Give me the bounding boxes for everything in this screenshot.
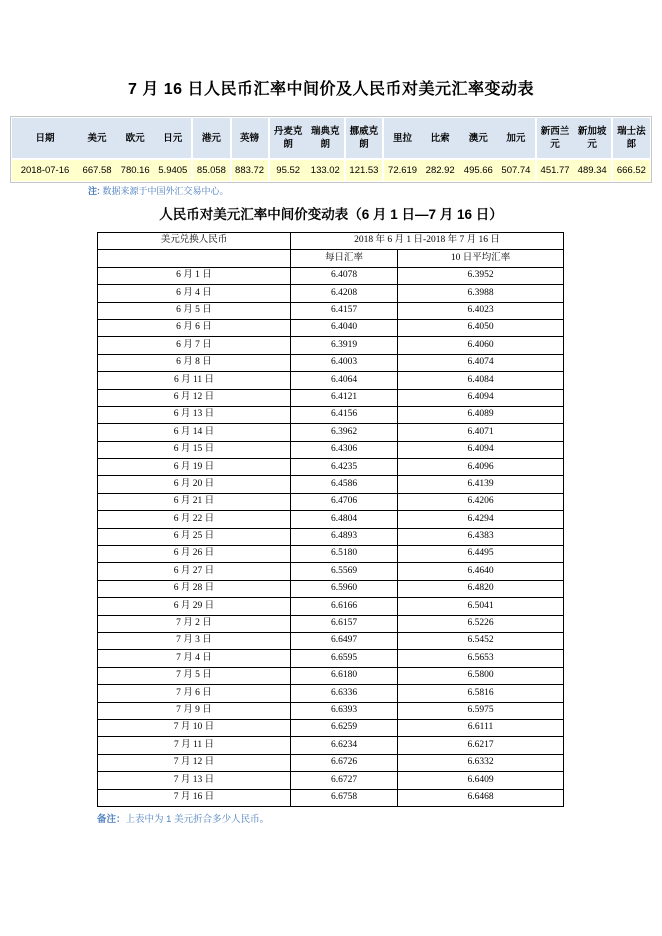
daily-rate-cell: 6.4157 [291,302,398,319]
date-cell: 6 月 22 日 [98,511,291,528]
rates-header-cell: 瑞典克朗 [307,118,345,159]
daily-rate-cell: 6.4078 [291,267,398,284]
average-rate-cell: 6.6217 [398,737,564,754]
average-rate-cell: 6.3988 [398,285,564,302]
rates-data-cell: 282.92 [421,159,459,181]
daily-rate-cell: 6.6758 [291,789,398,806]
daily-rate-cell: 6.4235 [291,459,398,476]
date-cell: 7 月 2 日 [98,615,291,632]
daily-rate-cell: 6.6166 [291,598,398,615]
daily-rate-cell: 6.6336 [291,685,398,702]
rates-header-cell: 比索 [421,118,459,159]
table-row [98,337,564,354]
rates-header-cell: 加元 [497,118,535,159]
daily-rate-cell: 6.6180 [291,667,398,684]
table-row [98,546,564,563]
average-rate-cell: 6.4071 [398,424,564,441]
midpoint-rates-table-wrapper [10,116,652,183]
date-cell: 6 月 8 日 [98,354,291,371]
average-rate-cell: 6.5226 [398,615,564,632]
average-rate-cell: 6.4096 [398,459,564,476]
date-cell: 6 月 28 日 [98,580,291,597]
date-cell: 6 月 7 日 [98,337,291,354]
rates-data-cell: 133.02 [307,159,345,181]
date-cell: 6 月 12 日 [98,389,291,406]
page-title: 7 月 16 日人民币汇率中间价及人民币对美元汇率变动表 [127,81,535,98]
daily-rate-cell: 6.4306 [291,441,398,458]
average-rate-cell: 6.4094 [398,389,564,406]
average-rate-cell: 6.3952 [398,267,564,284]
average-rate-header-cell: 10 日平均汇率 [398,250,564,267]
source-note-text: 数据来源于中国外汇交易中心。 [100,186,229,196]
table-row [98,580,564,597]
table-row [98,754,564,771]
daily-rate-cell: 6.6234 [291,737,398,754]
average-rate-cell: 6.4383 [398,528,564,545]
empty-header-cell [98,250,291,267]
date-cell: 7 月 13 日 [98,772,291,789]
table-row [98,424,564,441]
footnote [97,811,269,825]
rates-data-cell: 666.52 [612,159,650,181]
usd-table-title: 人民币对美元汇率中间价变动表（6 月 1 日—7 月 16 日） [159,207,503,222]
rates-header-cell: 新加坡元 [574,118,612,159]
period-header-cell: 2018 年 6 月 1 日-2018 年 7 月 16 日 [291,233,564,250]
average-rate-cell: 6.6332 [398,754,564,771]
daily-rate-cell: 6.4893 [291,528,398,545]
table-row [98,667,564,684]
rates-header-cell: 澳元 [459,118,497,159]
corner-header-cell: 美元兑换人民币 [98,233,291,250]
average-rate-cell: 6.4050 [398,319,564,336]
daily-rate-cell: 6.4003 [291,354,398,371]
rates-data-cell: 95.52 [269,159,307,181]
table-row [98,372,564,389]
daily-rate-cell: 6.4121 [291,389,398,406]
daily-rate-cell: 6.4208 [291,285,398,302]
rates-header-cell: 新西兰元 [536,118,574,159]
date-cell: 6 月 21 日 [98,493,291,510]
table-row [98,285,564,302]
usd-cny-table [97,232,564,807]
date-cell: 6 月 26 日 [98,546,291,563]
rates-data-cell: 883.72 [231,159,269,181]
date-cell: 7 月 11 日 [98,737,291,754]
date-cell: 6 月 11 日 [98,372,291,389]
date-cell: 6 月 6 日 [98,319,291,336]
table-row [98,650,564,667]
date-cell: 6 月 14 日 [98,424,291,441]
daily-rate-cell: 6.5960 [291,580,398,597]
daily-rate-cell: 6.4064 [291,372,398,389]
rates-data-cell: 72.619 [383,159,421,181]
rates-data-cell: 5.9405 [154,159,192,181]
usd-table-header-row-1 [98,233,564,250]
rates-data-cell: 451.77 [536,159,574,181]
table-row [98,406,564,423]
rates-header-cell: 美元 [78,118,116,159]
table-row [98,389,564,406]
average-rate-cell: 6.4060 [398,337,564,354]
date-cell: 6 月 19 日 [98,459,291,476]
average-rate-cell: 6.6468 [398,789,564,806]
average-rate-cell: 6.5975 [398,702,564,719]
daily-rate-cell: 6.6259 [291,719,398,736]
average-rate-cell: 6.4820 [398,580,564,597]
rates-header-cell: 里拉 [383,118,421,159]
average-rate-cell: 6.4084 [398,372,564,389]
midpoint-rates-table [12,118,650,181]
average-rate-cell: 6.5653 [398,650,564,667]
table-row [98,737,564,754]
rates-header-cell: 日元 [154,118,192,159]
table-row [98,476,564,493]
date-cell: 6 月 15 日 [98,441,291,458]
table-row [98,772,564,789]
average-rate-cell: 6.6409 [398,772,564,789]
daily-rate-cell: 6.6595 [291,650,398,667]
daily-rate-cell: 6.3919 [291,337,398,354]
rates-data-cell: 121.53 [345,159,383,181]
rates-header-cell: 英镑 [231,118,269,159]
daily-rate-cell: 6.4040 [291,319,398,336]
daily-rate-cell: 6.3962 [291,424,398,441]
table-row [98,702,564,719]
average-rate-cell: 6.4294 [398,511,564,528]
rates-data-cell: 85.058 [192,159,230,181]
average-rate-cell: 6.4074 [398,354,564,371]
footnote-label: 备注： [97,814,126,825]
date-cell: 6 月 29 日 [98,598,291,615]
table-row [98,789,564,806]
date-cell: 6 月 20 日 [98,476,291,493]
table-row [98,459,564,476]
source-note-label: 注: [88,186,100,196]
table-row [98,354,564,371]
rates-header-cell: 欧元 [116,118,154,159]
daily-rate-cell: 6.6726 [291,754,398,771]
average-rate-cell: 6.5452 [398,632,564,649]
average-rate-cell: 6.6111 [398,719,564,736]
daily-rate-cell: 6.6497 [291,632,398,649]
table-row [98,615,564,632]
table-row [98,563,564,580]
table-row [98,302,564,319]
daily-rate-cell: 6.4706 [291,493,398,510]
daily-rate-header-cell: 每日汇率 [291,250,398,267]
daily-rate-cell: 6.4804 [291,511,398,528]
average-rate-cell: 6.4206 [398,493,564,510]
average-rate-cell: 6.4139 [398,476,564,493]
table-row [98,528,564,545]
table-row [98,598,564,615]
daily-rate-cell: 6.4156 [291,406,398,423]
date-cell: 7 月 3 日 [98,632,291,649]
table-row [98,632,564,649]
rates-data-cell: 667.58 [78,159,116,181]
average-rate-cell: 6.5041 [398,598,564,615]
average-rate-cell: 6.4640 [398,563,564,580]
average-rate-cell: 6.5816 [398,685,564,702]
daily-rate-cell: 6.6157 [291,615,398,632]
rates-header-cell: 瑞士法郎 [612,118,650,159]
usd-table-header-row-2 [98,250,564,267]
table-row [98,319,564,336]
rates-data-cell: 495.66 [459,159,497,181]
date-cell: 7 月 4 日 [98,650,291,667]
rates-header-cell: 挪威克朗 [345,118,383,159]
date-cell: 7 月 12 日 [98,754,291,771]
rates-header-row [12,118,650,159]
table-row [98,493,564,510]
date-cell: 7 月 16 日 [98,789,291,806]
average-rate-cell: 6.4094 [398,441,564,458]
rates-data-cell: 507.74 [497,159,535,181]
rates-header-cell: 日期 [12,118,78,159]
table-row [98,511,564,528]
date-cell: 7 月 9 日 [98,702,291,719]
rates-header-cell: 丹麦克朗 [269,118,307,159]
date-cell: 6 月 25 日 [98,528,291,545]
rates-data-cell: 780.16 [116,159,154,181]
date-cell: 6 月 4 日 [98,285,291,302]
average-rate-cell: 6.4023 [398,302,564,319]
date-cell: 7 月 6 日 [98,685,291,702]
date-cell: 6 月 13 日 [98,406,291,423]
daily-rate-cell: 6.4586 [291,476,398,493]
average-rate-cell: 6.5800 [398,667,564,684]
rates-data-row [12,159,650,181]
date-cell: 6 月 5 日 [98,302,291,319]
table-row [98,441,564,458]
daily-rate-cell: 6.5569 [291,563,398,580]
date-cell: 6 月 1 日 [98,267,291,284]
average-rate-cell: 6.4495 [398,546,564,563]
daily-rate-cell: 6.5180 [291,546,398,563]
footnote-text: 上表中为 1 美元折合多少人民币。 [125,814,270,825]
average-rate-cell: 6.4089 [398,406,564,423]
daily-rate-cell: 6.6727 [291,772,398,789]
table-row [98,685,564,702]
date-cell: 7 月 10 日 [98,719,291,736]
date-cell: 7 月 5 日 [98,667,291,684]
rates-data-cell: 489.34 [574,159,612,181]
date-cell: 6 月 27 日 [98,563,291,580]
source-note [88,184,229,197]
table-row [98,719,564,736]
rates-data-cell: 2018-07-16 [12,159,78,181]
rates-header-cell: 港元 [192,118,230,159]
daily-rate-cell: 6.6393 [291,702,398,719]
table-row [98,267,564,284]
